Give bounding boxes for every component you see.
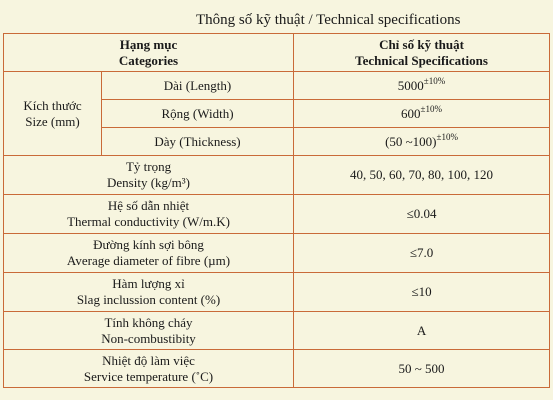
size-value bbox=[294, 72, 550, 100]
value-text: 600 bbox=[401, 105, 421, 121]
value-text: 5000 bbox=[397, 77, 424, 93]
header-category-en: Categories bbox=[118, 52, 179, 68]
spec-row-density bbox=[4, 156, 550, 195]
spec-row-service-temperature bbox=[4, 350, 550, 388]
row-label-en: Non-combustibity bbox=[101, 330, 196, 346]
row-label-vi: Tỷ trọng bbox=[125, 159, 172, 174]
row-value: ≤0.04 bbox=[294, 195, 550, 234]
row-value: A bbox=[294, 312, 550, 350]
title-text: Thông số kỹ thuật / Technical specifications bbox=[196, 12, 461, 28]
row-value: ≤10 bbox=[294, 273, 550, 312]
header-category-vi: Hạng mục bbox=[119, 36, 178, 52]
row-label-vi: Hệ số dẫn nhiệt bbox=[107, 198, 190, 213]
spec-row-combustibility bbox=[4, 312, 550, 350]
header-row bbox=[4, 34, 550, 72]
header-specifications bbox=[294, 34, 550, 72]
value-text: (50 ~100) bbox=[385, 133, 437, 149]
size-row-length bbox=[4, 72, 550, 100]
row-value: ≤7.0 bbox=[294, 234, 550, 273]
size-sub-label: Rộng (Width) bbox=[102, 100, 294, 128]
header-spec-en: Technical Specifications bbox=[355, 52, 488, 68]
size-value bbox=[294, 100, 550, 128]
spec-row-thermal-conductivity bbox=[4, 195, 550, 234]
row-label-vi: Hàm lượng xỉ bbox=[112, 276, 185, 291]
row-label-en: Service temperature (˚C) bbox=[83, 368, 214, 384]
tolerance-text: ±10% bbox=[420, 103, 442, 114]
spec-row-slag-content bbox=[4, 273, 550, 312]
spec-table bbox=[3, 33, 550, 388]
size-sub-label: Dày (Thickness) bbox=[102, 128, 294, 156]
row-label-en: Thermal conductivity (W/m.K) bbox=[67, 214, 230, 229]
row-label-en: Density (kg/m³) bbox=[107, 175, 190, 190]
header-categories bbox=[4, 34, 294, 72]
row-label bbox=[4, 273, 294, 312]
row-label-en: Slag inclussion content (%) bbox=[76, 292, 221, 307]
spec-row-fibre-diameter bbox=[4, 234, 550, 273]
row-label-vi: Nhiệt độ làm việc bbox=[102, 352, 195, 368]
row-label bbox=[4, 195, 294, 234]
size-label bbox=[4, 72, 102, 156]
size-sub-label: Dài (Length) bbox=[102, 72, 294, 100]
row-label bbox=[4, 234, 294, 273]
size-value bbox=[294, 128, 550, 156]
row-label-vi: Đường kính sợi bông bbox=[93, 237, 204, 252]
size-label-vi: Kích thước bbox=[23, 97, 82, 113]
row-value: 40, 50, 60, 70, 80, 100, 120 bbox=[294, 156, 550, 195]
row-label-vi: Tính không cháy bbox=[104, 314, 193, 330]
tolerance-text: ±10% bbox=[436, 131, 458, 142]
size-label-en: Size (mm) bbox=[25, 113, 80, 129]
header-spec-vi: Chỉ số kỹ thuật bbox=[379, 36, 464, 52]
row-label-en: Average diameter of fibre (µm) bbox=[66, 253, 231, 268]
row-value: 50 ~ 500 bbox=[294, 350, 550, 388]
row-label bbox=[4, 350, 294, 388]
row-label bbox=[4, 156, 294, 195]
tolerance-text: ±10% bbox=[423, 75, 446, 86]
row-label bbox=[4, 312, 294, 350]
